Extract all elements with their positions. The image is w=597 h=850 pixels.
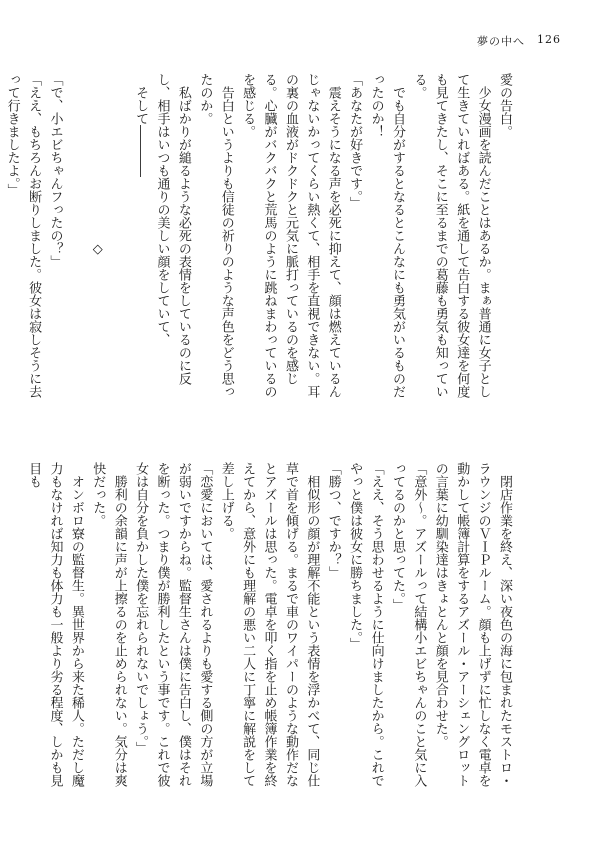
- paragraph: 閉店作業を終え、深い夜色の海に包まれたモストロ・ラウンジのＶＩＰルーム。顔も上げずに忙しなく電卓を動かして帳簿計算をするアズール・アーシェングロットの言葉に幼馴染達はきょとんと顔を見合わせた。: [432, 462, 512, 787]
- paragraph: 私ばかりが縋るような必死の表情をしているのに反し、相手はいつも通りの美しい顔をしていて、: [154, 73, 191, 385]
- paragraph: 「勝つ、ですか？」: [325, 462, 341, 579]
- paragraph: 震えそうになる声を必死に抑えて、顔は燃えているんじゃないかってくらい熱くて、相手を直視できない。耳の裏の血液がドクドクと元気に脈打っているのを感じる。心臓がバクバクと荒馬のように跳ねまわっているのを感じる。: [240, 73, 341, 398]
- chapter-title: 夢の中へ: [477, 35, 525, 48]
- paragraph: 「で、小エビちゃんフったの？」: [47, 73, 63, 268]
- paragraph: 相似形の顔が理解不能という表情を浮かべて、同じ仕草で首を傾げる。まるで車のワイパーのような動作だなとアズールは思った。電卓を叩く指を止め帳簿作業を終えてから、意外にも理解の悪い二人に丁寧に解説をして差し上げる。: [218, 462, 320, 787]
- paragraph: でも自分がするとなるとこんなにも勇気がいるものだったのか！: [368, 73, 405, 398]
- paragraph: 少女漫画を読んだことはあるか。まぁ普通に女子として生きていればある。紙を通して告白する彼女達を何度も見てきたし、そこに至るまでの葛藤も勇気も知っている。: [411, 73, 491, 398]
- paragraph: 「ええ、そう思わせるように仕向けましたから。これでやっと僕は彼女に勝ちました。」: [347, 462, 384, 787]
- paragraph: 「恋愛においては、愛されるよりも愛する側の方が立場が弱いですからね。監督生さんは僕に告白し、僕はそれを断った。つまり僕が勝利したという事です。これで彼女は自分を負かした僕を忘れられないでしょう。」: [133, 462, 213, 787]
- paragraph: 告白というよりも信徒の祈りのような声色をどう思ったのか。: [197, 73, 234, 398]
- upper-text-block: [4, 73, 515, 400]
- lower-text-block: [26, 462, 515, 792]
- running-header: [477, 33, 561, 49]
- paragraph: 「あなたが好きです。」: [347, 73, 363, 210]
- paragraph: そして――――: [133, 73, 149, 177]
- paragraph: 「ええ、もちろんお断りしました。彼女は寂しそうに去って行きましたよ。」: [4, 73, 42, 398]
- page-number: 126: [537, 33, 561, 46]
- paragraph: 「意外～。アズールって結構小エビちゃんのこと気に入ってるのかと思ってた。」: [389, 462, 427, 787]
- scene-separator: ◇: [90, 242, 106, 257]
- paragraph: 勝利の余韻に声が上擦るのを止められない。気分は爽快だった。: [90, 462, 127, 787]
- paragraph: 愛の告白。: [497, 73, 512, 138]
- paragraph: オンボロ寮の監督生。異世界から来た稀人。ただし魔力もなければ知力も体力も一般より劣る程度、しかも見目も: [26, 462, 84, 787]
